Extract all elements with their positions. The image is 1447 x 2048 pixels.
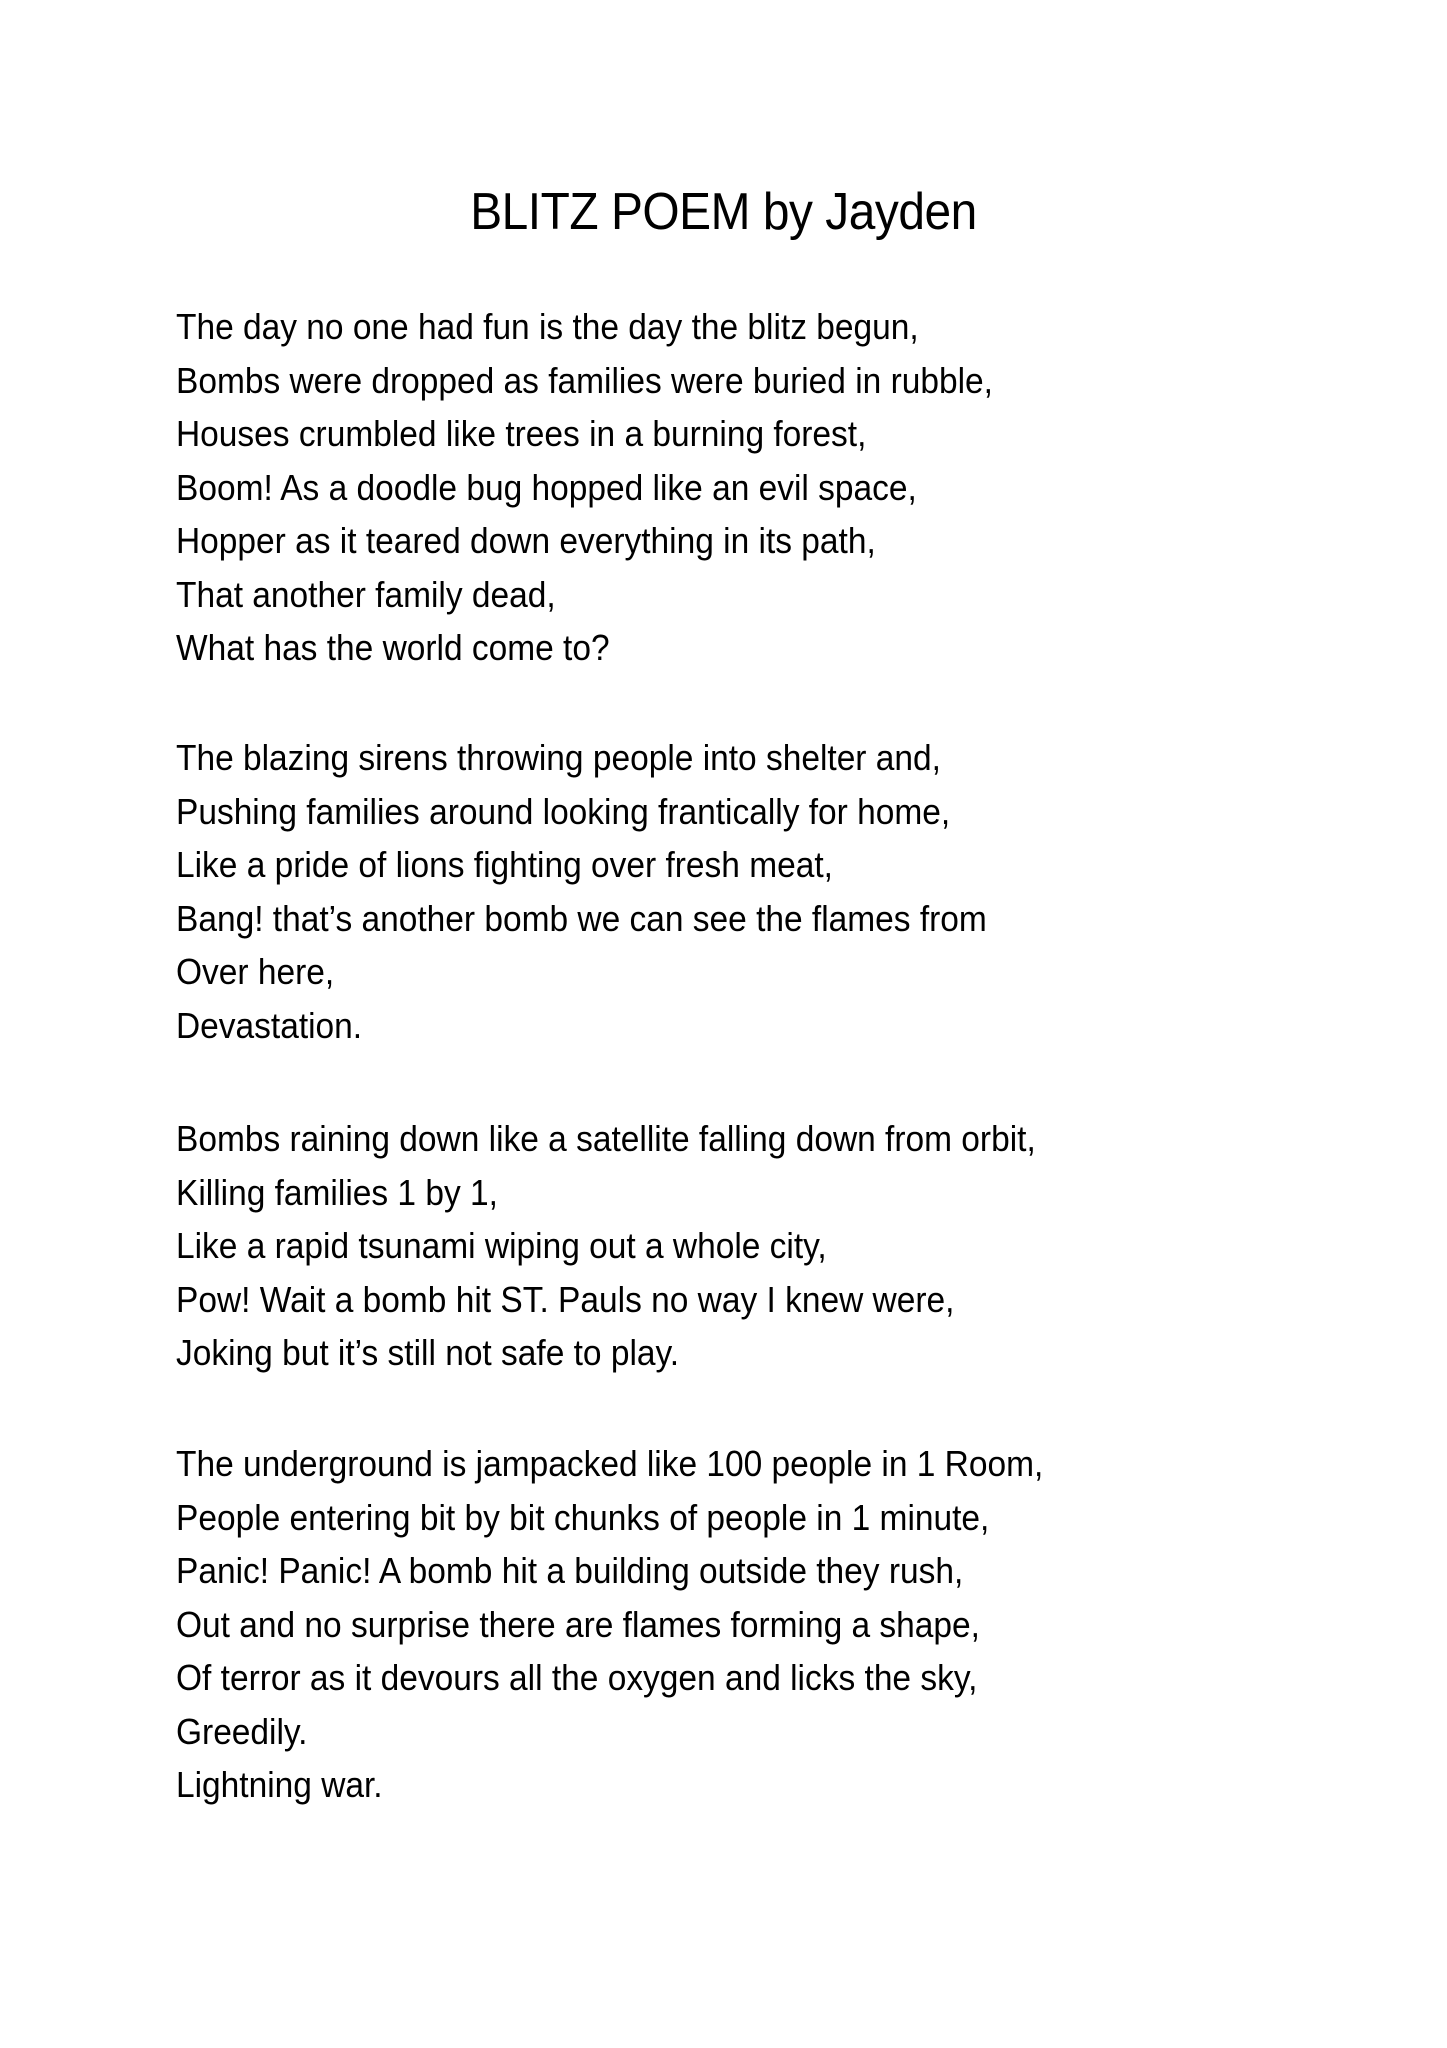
- poem-line: Bombs raining down like a satellite falling down from orbit,: [176, 1118, 1036, 1159]
- poem-line: Devastation.: [176, 1004, 363, 1046]
- poem-line: Boom! As a doodle bug hopped like an evil space,: [176, 466, 917, 508]
- stanza-2: [176, 731, 1376, 1052]
- stanza-4: [176, 1437, 1376, 1812]
- stanza-1: [176, 300, 1376, 675]
- poem-line: Joking but it’s still not safe to play.: [176, 1332, 680, 1373]
- poem-line: Greedily.: [176, 1710, 308, 1752]
- poem-line: Of terror as it devours all the oxygen and licks the sky,: [176, 1657, 978, 1698]
- poem-line: What has the world come to?: [176, 627, 610, 668]
- poem-line: The day no one had fun is the day the blitz begun,: [176, 306, 919, 347]
- poem-line: Bang! that’s another bomb we can see the flames from: [176, 897, 987, 939]
- poem-line: Like a rapid tsunami wiping out a whole city,: [176, 1225, 827, 1266]
- poem-line: Like a pride of lions fighting over fresh meat,: [176, 844, 833, 885]
- poem-line: Out and no surprise there are flames forming a shape,: [176, 1603, 980, 1645]
- poem-line: Pow! Wait a bomb hit ST. Pauls no way I knew were,: [176, 1278, 955, 1320]
- poem-line: Over here,: [176, 951, 335, 992]
- poem-line: People entering bit by bit chunks of people in 1 minute,: [176, 1496, 990, 1538]
- poem-line: Hopper as it teared down everything in its path,: [176, 520, 876, 561]
- poem-line: Pushing families around looking frantically for home,: [176, 790, 951, 832]
- poem-line: Bombs were dropped as families were buried in rubble,: [176, 359, 993, 401]
- poem-line: Houses crumbled like trees in a burning forest,: [176, 413, 867, 454]
- poem-line: Panic! Panic! A bomb hit a building outside they rush,: [176, 1550, 964, 1591]
- poem-line: Lightning war.: [176, 1764, 383, 1805]
- poem-title: BLITZ POEM by Jayden: [470, 183, 977, 241]
- poem-line: Killing families 1 by 1,: [176, 1171, 498, 1213]
- poem-line: The underground is jampacked like 100 people in 1 Room,: [176, 1443, 1044, 1484]
- poem-line: That another family dead,: [176, 573, 556, 615]
- poem-line: The blazing sirens throwing people into shelter and,: [176, 737, 941, 778]
- stanza-3: [176, 1112, 1376, 1380]
